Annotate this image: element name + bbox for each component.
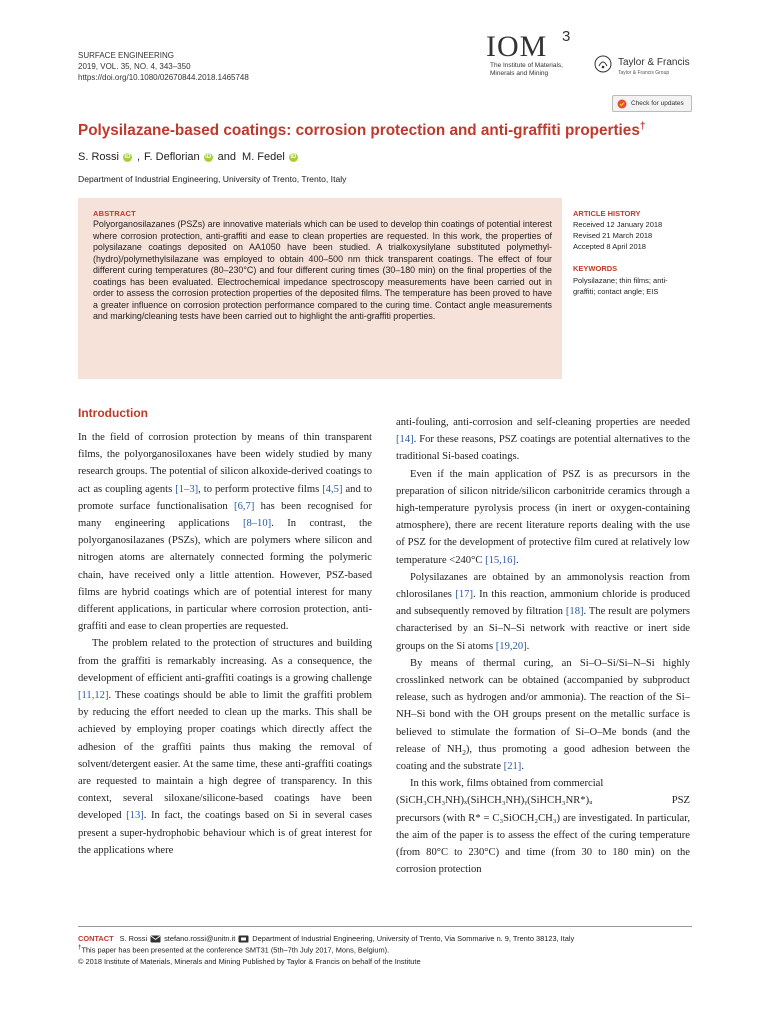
- citation-link[interactable]: [19,20]: [495, 640, 527, 652]
- keywords: Polysilazane; thin films; anti- graffiti; contact angle; EIS: [573, 276, 668, 296]
- contact-line: [78, 934, 574, 943]
- body-column-right: [396, 414, 690, 878]
- author-name[interactable]: M. Fedel: [242, 151, 285, 163]
- journal-name: SURFACE ENGINEERING: [78, 51, 175, 60]
- address-icon: [238, 935, 249, 943]
- title-footnote-mark[interactable]: †: [639, 121, 646, 132]
- affiliation: Department of Industrial Engineering, University of Trento, Trento, Italy: [78, 174, 347, 184]
- check-for-updates-label: Check for updates: [631, 100, 684, 107]
- article-history-label: ARTICLE HISTORY: [573, 209, 641, 218]
- contact-address: Department of Industrial Engineering, University of Trento, Via Sommarive n. 9, Trento 38123, Italy: [252, 934, 575, 943]
- accepted-date: Accepted 8 April 2018: [573, 242, 646, 251]
- citation-link[interactable]: [8–10]: [242, 518, 272, 530]
- paragraph: In this work, films obtained from commercial (SiCH₃CH₃NH)ₓ(SiHCH₃NH)ᵧ(SiHCH₃NR*)ᵤ PSZ precursors (with R* = C₃SiOCH₂CH₃) are investigated. In particular, the aim of the paper is to assess the effect of the curing temperature (from 80°C to 230°C) and time (from 30 to 180 min) on the corrosion protection: [396, 778, 690, 876]
- orcid-icon[interactable]: iD: [124, 153, 131, 160]
- journal-doi[interactable]: https://doi.org/10.1080/02670844.2018.1465748: [78, 73, 249, 82]
- author-separator: ,: [136, 151, 141, 163]
- orcid-icon[interactable]: iD: [290, 153, 297, 160]
- citation-link[interactable]: [15,16]: [485, 554, 516, 566]
- citation-link[interactable]: [6,7]: [234, 500, 255, 512]
- paragraph: In the field of corrosion protection by means of thin transparent films, the polyorganosiloxanes have been widely studied by many research groups. The potential of silicon alkoxide-derived coatings to act as coupling agents [1–3], to perform protective films [4,5] and to promote surface functionalisation [6,7] has been recognised for many engineering applications [8–10]. In contrast, the polyorganosilazanes (PSZs), which are polymers where silicon and nitrogen atoms are alternately connected forming the polymeric chain, have received only a little attention. However, PSZ-based films are hybrid coatings which are of potential interest for many different applications, in particular where corrosion protection, anti-graffiti and ease to clean properties are requested.: [78, 432, 372, 633]
- orcid-icon[interactable]: iD: [205, 153, 212, 160]
- contact-label: CONTACT: [78, 934, 114, 943]
- iom3-logo[interactable]: [486, 30, 588, 88]
- presentation-note: †This paper has been presented at the conference SMT31 (5th–7th July 2017, Mons, Belgium).: [78, 944, 390, 955]
- author-list: [78, 151, 303, 163]
- body-column-left: [78, 429, 372, 859]
- author-separator: and: [217, 151, 237, 163]
- iom-name: The Institute of Materials, Minerals and Mining: [490, 62, 563, 77]
- citation-link[interactable]: [11,12]: [78, 690, 109, 702]
- article-title: Polysilazane-based coatings: corrosion protection and anti-graffiti properties†: [78, 121, 646, 140]
- footer-divider: [78, 926, 692, 927]
- citation-link[interactable]: [17]: [455, 589, 473, 601]
- crossmark-icon: [617, 99, 627, 109]
- chemical-formula: (SiCH₃CH₃NH)ₓ(SiHCH₃NH)ᵧ(SiHCH₃NR*)ᵤ: [396, 795, 593, 807]
- journal-info: [78, 50, 249, 83]
- copyright: © 2018 Institute of Materials, Minerals and Mining Published by Taylor & Francis on behalf of the Institute: [78, 957, 421, 966]
- keywords-label: KEYWORDS: [573, 264, 618, 273]
- received-date: Received 12 January 2018: [573, 220, 663, 229]
- abstract-text: Polyorganosilazanes (PSZs) are innovative materials which can be used to develop thin coatings of potential interest where corrosion protection, anti-graffiti and ease to clean properties are requested. In this work, the properties of polysilazane coatings deposited on AA1050 have been studied. A trialkoxysilylane substituted polymethyl-(hydro)/polymethylsilazane was employed to obtain 400–500 nm thick transparent coatings. The effect of four different curing temperatures (80–230°C) and four different curing times (30–180 min) on the final properties of the coatings has been evaluated. Electrochemical impedance spectroscopy measurements have been carried out in order to assess the corrosion protection properties of the deposited films. The temperature has been proved to have a greater influence on corrosion protection performance compared to the curing time. Contact angle measurements and marking/cleaning tests have been carried out to highlight the anti-graffiti properties.: [93, 219, 552, 321]
- iom-mark: IOM: [486, 30, 548, 63]
- citation-link[interactable]: [14]: [396, 434, 414, 446]
- article-history: [573, 219, 662, 252]
- citation-link[interactable]: [1–3]: [175, 483, 199, 495]
- paragraph: Even if the main application of PSZ is as precursors in the preparation of silicon nitride/silicon carbonitride ceramics through a high-temperature pyrolysis process (in inert or oxygen-containing atmosphere), there are recent literature reports dealing with the use of PSZ for the development of protective film cured at relatively low temperature <240°C [15,16].: [396, 468, 690, 566]
- tf-name: Taylor & Francis: [618, 57, 690, 68]
- section-heading: Introduction: [78, 406, 148, 420]
- contact-email[interactable]: stefano.rossi@unitn.it: [164, 934, 236, 943]
- citation-link[interactable]: [13]: [126, 810, 144, 822]
- iom-superscript: 3: [562, 28, 571, 45]
- journal-volume: 2019, VOL. 35, NO. 4, 343–350: [78, 62, 191, 71]
- taylor-francis-icon: [594, 55, 612, 73]
- abstract-label: ABSTRACT: [93, 209, 136, 218]
- author-name[interactable]: S. Rossi: [78, 151, 119, 163]
- citation-link[interactable]: [4,5]: [322, 483, 343, 495]
- citation-link[interactable]: [21]: [503, 761, 522, 773]
- citation-link[interactable]: [18]: [565, 606, 584, 618]
- tf-group: Taylor & Francis Group: [618, 70, 670, 76]
- paragraph: By means of thermal curing, an Si–O–Si/Si–N–Si highly crosslinked network can be obtained (accompanied by subproduct release, such as hydrogen and/or ammonia). The reaction of the Si–NH–Si bond with the OH groups present on the metallic surface is believed to stimulate the formation of Si–O–Me bonds (and the release of $NH_2$), thus promoting a good adhesion between the coating and the substrate [21].: [396, 657, 691, 773]
- paragraph: Polysilazanes are obtained by an ammonolysis reaction from chlorosilanes [17]. In this reaction, ammonium chloride is produced and subsequently removed by filtration [18]. The result are polymers characterised by an Si–N–Si network with reactive or inert side groups on the Si atoms [19,20].: [396, 571, 691, 652]
- check-for-updates-button[interactable]: [612, 95, 692, 112]
- contact-name: S. Rossi: [119, 934, 148, 943]
- email-icon: [150, 935, 161, 943]
- author-name[interactable]: F. Deflorian: [144, 151, 200, 163]
- paragraph: The problem related to the protection of structures and building from the graffiti is remarkably increasing. As a consequence, the development of efficient anti-graffiti coatings is a growing challenge [11,12]. These coatings should be able to limit the graffiti problem by reducing the effort needed to clean up the marks. This shall be achieved by employing proper coatings which directly affect the adhesion of the graffiti paints thus making the removal of solvent/detergent easier. At the same time, these anti-graffiti coatings are requested to maintain a high degree of transparency. In this context, several siloxane/silicone-based coatings have been developed [13]. In fact, the coatings based on Si in several cases present a super-hydrophobic behaviour which is of great interest for the applications where: [78, 638, 372, 856]
- paragraph: anti-fouling, anti-corrosion and self-cleaning properties are needed [14]. For these reasons, PSZ coatings are potential alternatives to the traditional Si-based coatings.: [396, 417, 690, 463]
- revised-date: Revised 21 March 2018: [573, 231, 653, 240]
